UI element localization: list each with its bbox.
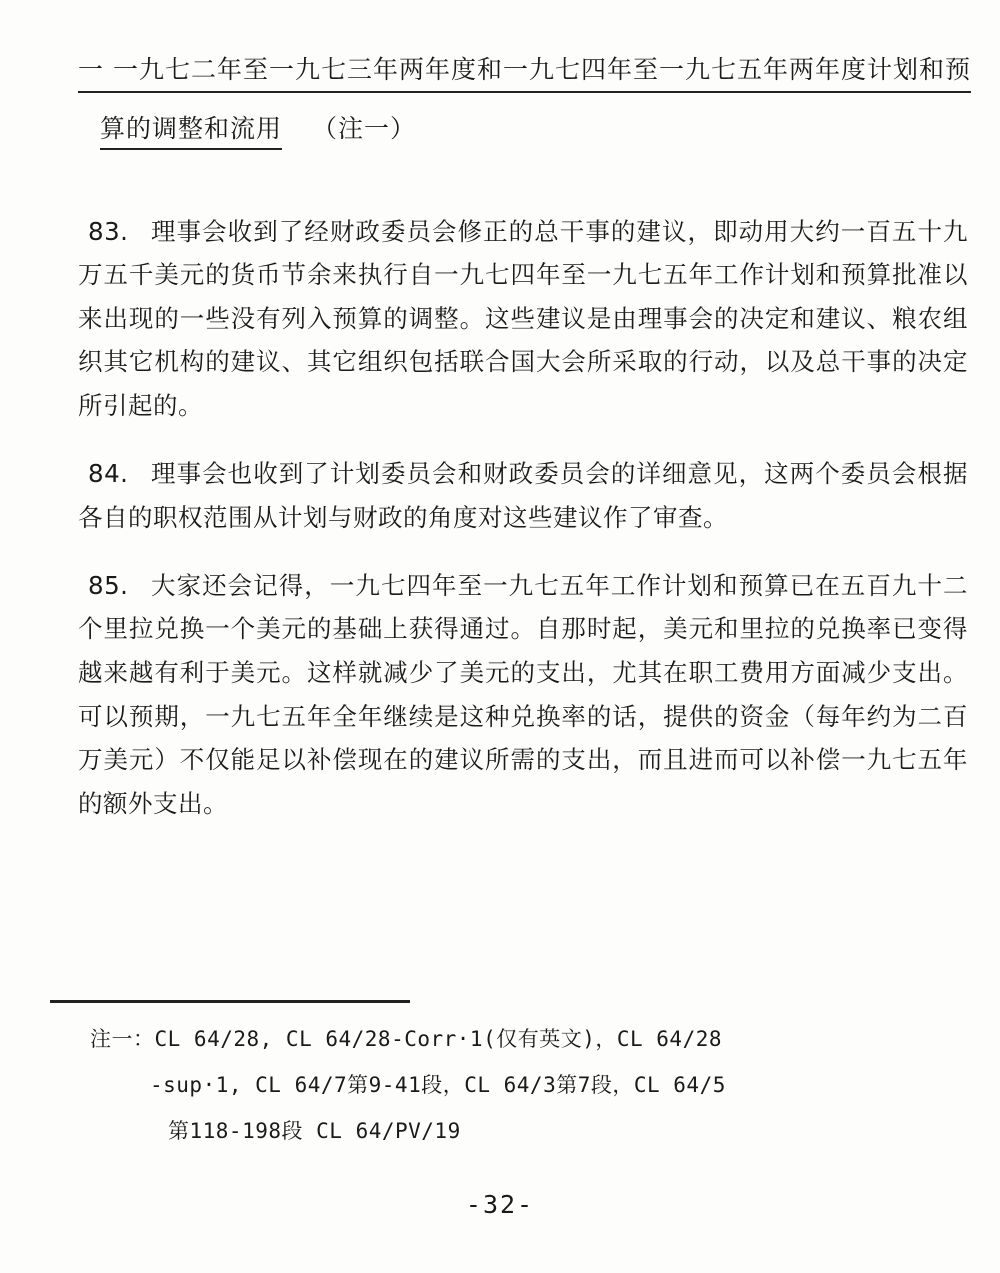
paragraph-85-text: 大家还会记得，一九七四年至一九七五年工作计划和预算已在五百九十二个里拉兑换一个美元的基础上获得通过。自那时起，美元和里拉的兑换率已变得越来越有利于美元。这样就减少了美元的支出，尤其在职工费用方面减少支出。可以预期，一九七五年全年继续是这种兑换率的话，提供的资金（每年约为二百万美元）不仅能足以补偿现在的建议所需的支出，而且进而可以补偿一九七五年的额外支出。 (78, 570, 968, 818)
paragraph-85-number: 85. (88, 570, 129, 600)
paragraph-85 (78, 564, 968, 826)
paragraph-84 (78, 452, 968, 539)
paragraph-83-number: 83. (88, 216, 129, 246)
heading-note: （注一） (312, 114, 417, 144)
footnote-line-2: -sup·1, CL 64/7第9-41段，CL 64/3第7段，CL 64/5 (150, 1073, 726, 1098)
footnote-block (90, 1016, 960, 1155)
section-heading (78, 52, 971, 150)
body-content (78, 185, 968, 835)
heading-line-2 (100, 109, 416, 150)
footnote-separator (50, 1000, 410, 1003)
paragraph-83 (78, 210, 968, 428)
paragraph-84-text: 理事会也收到了计划委员会和财政委员会的详细意见，这两个委员会根据各自的职权范围从计划与财政的角度对这些建议作了审查。 (78, 459, 968, 532)
footnote-line-1: 注一：CL 64/28, CL 64/28-Corr·1(仅有英文)，CL 64/28 (90, 1027, 723, 1051)
footnote-line-3: 第118-198段 CL 64/PV/19 (168, 1119, 461, 1144)
heading-line-2-underlined: 算的调整和流用 (100, 109, 282, 150)
paragraph-84-number: 84. (88, 459, 129, 489)
paragraph-83-text: 理事会收到了经财政委员会修正的总干事的建议，即动用大约一百五十九万五千美元的货币节余来执行自一九七四年至一九七五年工作计划和预算批准以来出现的一些没有列入预算的调整。这些建议是由理事会的决定和建议、粮农组织其它机构的建议、其它组织包括联合国大会所采取的行动，以及总干事的决定所引起的。 (78, 216, 968, 420)
page-number: -32- (465, 1190, 535, 1219)
heading-line-1: 一 一九七二年至一九七三年两年度和一九七四年至一九七五年两年度计划和预 (78, 52, 971, 93)
